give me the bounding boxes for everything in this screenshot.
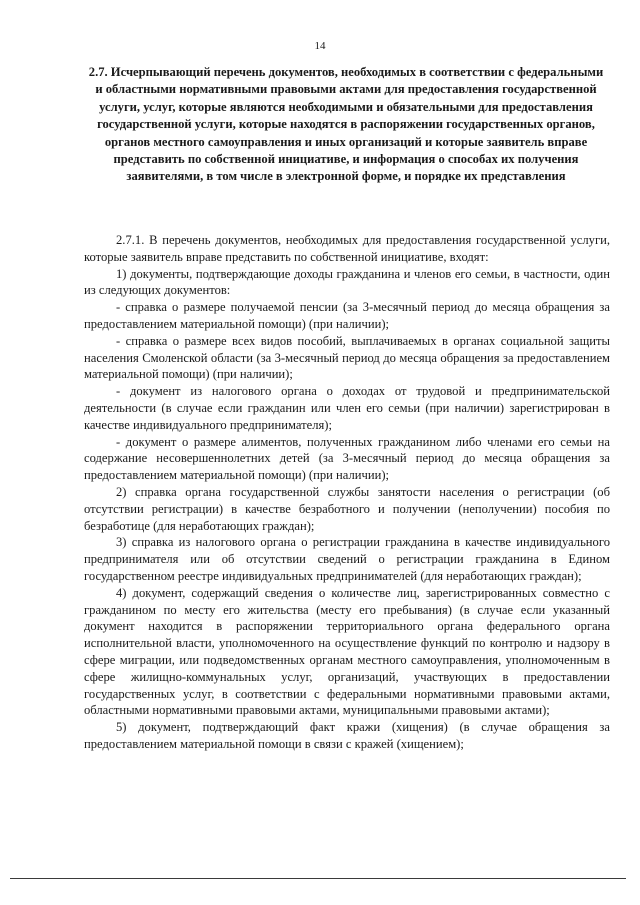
section-heading: 2.7. Исчерпывающий перечень документов, необходимых в соответствии с федеральными и областными нормативными правовыми актами для предоставления государственной услуги, услуг, которые являются необходимыми и обязательными для предоставления государственной услуги, которые находятся в распоряжении государственных органов, органов местного самоуправления и иных организаций и которые заявитель вправе представить по собственной инициативе, и информация о способах их получения заявителями, в том числе в электронной форме, и порядке их представления — [88, 65, 604, 184]
sub-item-alimony-document: - документ о размере алиментов, полученных гражданином либо членами его семьи на содержание несовершеннолетних детей (за 3-месячный период до месяца обращения за предоставлением материальной помощи) (при наличии); — [84, 434, 610, 483]
sub-item-benefits-certificate: - справка о размере всех видов пособий, выплачиваемых в органах социальной защиты населения Смоленской области (за 3-месячный период до месяца обращения за предоставлением материальной помощи) (при наличии); — [84, 333, 610, 382]
list-item-4-registered-persons-document: 4) документ, содержащий сведения о количестве лиц, зарегистрированных совместно с гражданином по месту его жительства (месту его пребывания) (в случае если указанный документ находится в распоряжении территориального органа федерального органа исполнительной власти, уполномоченного на осуществление функций по контролю и надзору в сфере миграции, или подведомственных органам местного самоуправления, уполномоченным в сфере жилищно-коммунальных услуг, организаций, участвующих в предоставлении государственных услуг, в соответствии с федеральными нормативными правовыми актами, областными нормативными правовыми актами, муниципальными правовыми актами); — [84, 585, 610, 718]
document-body — [84, 232, 610, 753]
list-item-3-tax-registration-certificate: 3) справка из налогового органа о регистрации гражданина в качестве индивидуального предпринимателя или об отсутствии сведений о регистрации гражданина в Едином государственном реестре индивидуальных предпринимателей (для неработающих граждан); — [84, 535, 610, 583]
list-item-2-employment-certificate: 2) справка органа государственной службы занятости населения о регистрации (об отсутствии регистрации) в качестве безработного и получении (неполучении) пособия по безработице (для неработающих граждан); — [84, 484, 610, 533]
sub-item-pension-certificate: - справка о размере получаемой пенсии (за 3-месячный период до месяца обращения за предоставлением материальной помощи) (при наличии); — [84, 300, 610, 331]
list-item-5-theft-document: 5) документ, подтверждающий факт кражи (хищения) (в случае обращения за предоставлением материальной помощи в связи с кражей (хищением); — [84, 720, 610, 751]
sub-item-tax-income-document: - документ из налогового органа о доходах от трудовой и предпринимательской деятельности (в случае если гражданин или член его семьи (при наличии) зарегистрирован в качестве индивидуального предпринимателя); — [84, 384, 610, 432]
paragraph-2-7-1: 2.7.1. В перечень документов, необходимых для предоставления государственной услуги, которые заявитель вправе представить по собственной инициативе, входят: — [84, 233, 610, 264]
page-number: 14 — [314, 40, 326, 52]
list-item-1-income-documents: 1) документы, подтверждающие доходы гражданина и членов его семьи, в частности, один из следующих документов: — [84, 266, 610, 298]
footer-divider — [10, 878, 626, 879]
